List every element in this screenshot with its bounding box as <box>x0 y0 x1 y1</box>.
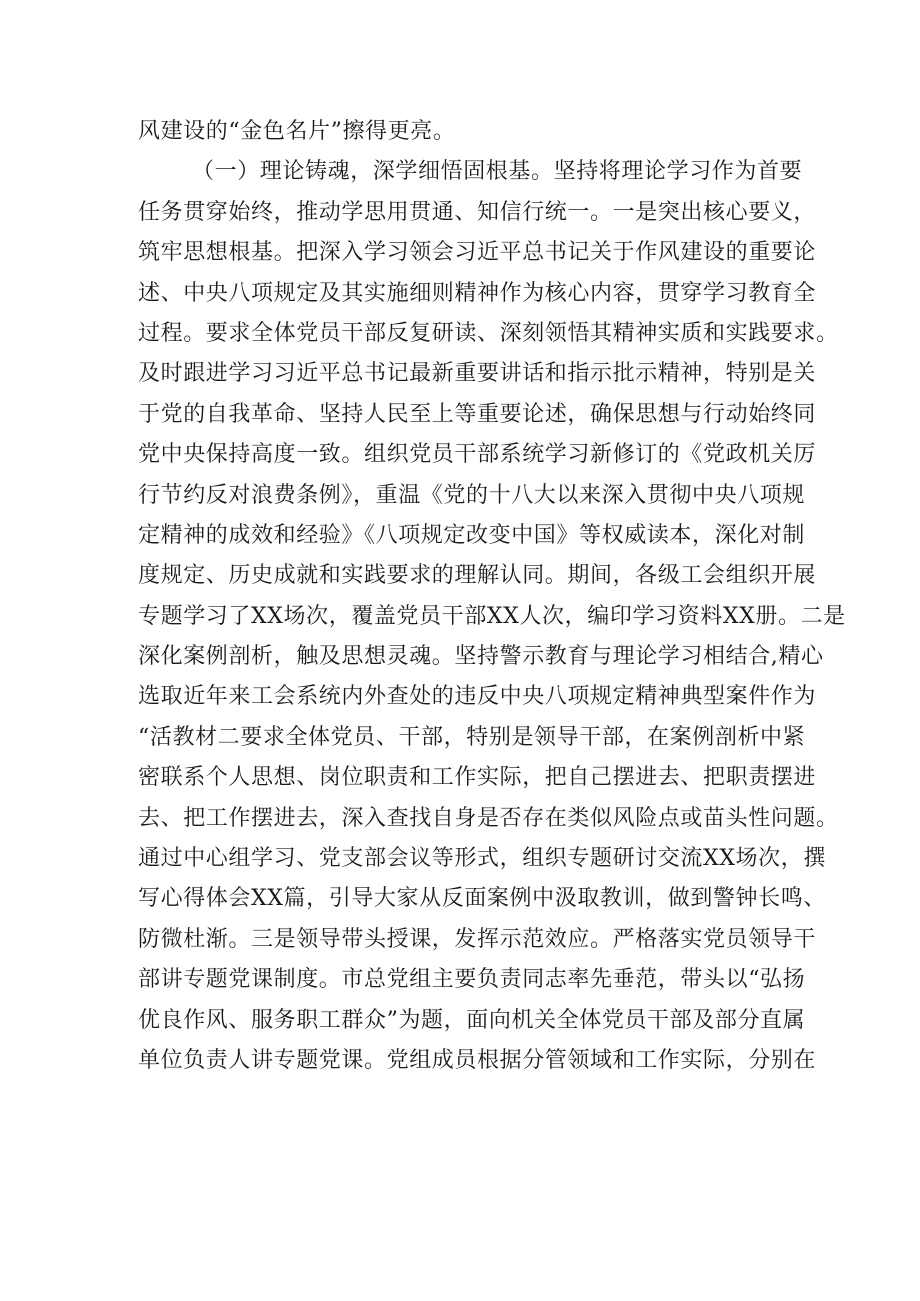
text-line: 度规定、历史成就和实践要求的理解认同。期间，各级工会组织开展 <box>138 563 817 589</box>
text-line: 优良作风、服务职工群众”为题，面向机关全体党员干部及部分直属 <box>138 1007 806 1033</box>
text-line: 行节约反对浪费条例》，重温《党的十八大以来深入贯彻中央八项规 <box>138 482 806 508</box>
text-line: 专题学习了XX场次，覆盖党员干部XX人次，编印学习资料XX册。二是 <box>138 603 846 629</box>
text-line: 通过中心组学习、党支部会议等形式，组织专题研讨交流XX场次，撰 <box>138 846 826 872</box>
document-body <box>138 112 846 1081</box>
text-line: 定精神的成效和经验》《八项规定改变中国》等权威读本，深化对制 <box>138 522 806 548</box>
text-line: 去、把工作摆进去，深入查找自身是否存在类似风险点或苗头性问题。 <box>138 805 839 831</box>
text-line: 过程。要求全体党员干部反复研读、深刻领悟其精神实质和实践要求。 <box>138 320 839 346</box>
text-line: 风建设的“金色名片”擦得更亮。 <box>138 119 456 144</box>
text-line: 选取近年来工会系统内外查处的违反中央八项规定精神典型案件作为 <box>138 684 817 710</box>
text-line: 述、中央八项规定及其实施细则精神作为核心内容，贯穿学习教育全 <box>138 280 817 306</box>
text-line: 深化案例剖析，触及思想灵魂。坚持警示教育与理论学习相结合,精心 <box>138 644 824 670</box>
text-line: 密联系个人思想、岗位职责和工作实际，把自己摆进去、把职责摆进 <box>138 765 817 791</box>
text-line: 防微杜渐。三是领导带头授课，发挥示范效应。严格落实党员领导干 <box>138 926 817 952</box>
section-heading-line: （一）理论铸魂，深学细悟固根基。坚持将理论学习作为首要 <box>192 159 803 185</box>
text-line: 部讲专题党课制度。市总党组主要负责同志率先垂范，带头以“弘扬 <box>138 967 806 993</box>
text-line: 任务贯穿始终，推动学思用贯通、知信行统一。一是突出核心要义， <box>138 199 817 225</box>
text-line: 党中央保持高度一致。组织党员干部系统学习新修订的《党政机关厉 <box>138 442 817 468</box>
text-line: 单位负责人讲专题党课。党组成员根据分管领域和工作实际，分别在 <box>138 1047 817 1073</box>
text-line: 筑牢思想根基。把深入学习领会习近平总书记关于作风建设的重要论 <box>138 240 817 266</box>
text-line: 及时跟进学习习近平总书记最新重要讲话和指示批示精神，特别是关 <box>138 361 817 387</box>
text-line: 写心得体会XX篇，引导大家从反面案例中汲取教训，做到警钟长鸣、 <box>138 886 826 912</box>
text-line: 于党的自我革命、坚持人民至上等重要论述，确保思想与行动始终同 <box>138 401 817 427</box>
text-line: “活教材二要求全体党员、干部，特别是领导干部，在案例剖析中紧 <box>138 724 806 750</box>
